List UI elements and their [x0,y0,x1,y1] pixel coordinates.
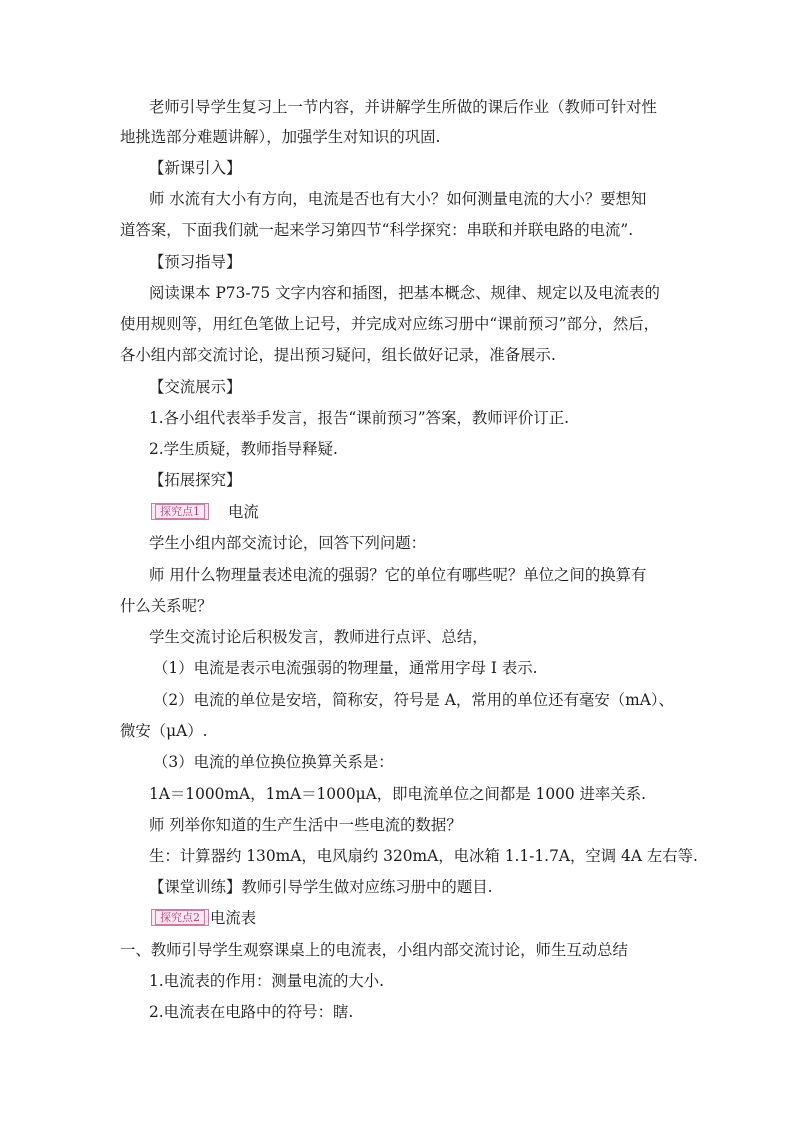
list-item-exchange-1: 1.各小组代表举手发言，报告“课前预习”答案，教师评价订正. [149,409,570,427]
explore-point-badge-1 [151,503,209,520]
section-title-current: 电流 [228,503,259,521]
list-item-point-2b: 微安（μA）. [120,722,208,740]
explore-point-badge-2 [151,909,209,926]
paragraph-preview-3: 各小组内部交流讨论，提出预习疑问，组长做好记录，准备展示. [120,346,556,364]
list-item-point-2a: （2）电流的单位是安培，简称安，符号是 A，常用的单位还有毫安（mA）、 [153,691,674,709]
list-item-point-1: （1）电流是表示电流强弱的物理量，通常用字母 I 表示. [153,659,538,677]
list-item-point-3: （3）电流的单位换位换算关系是： [153,753,394,771]
heading-class-training: 【课堂训练】教师引导学生做对应练习册中的题目. [149,878,493,896]
paragraph-intro-1: 师 水流有大小有方向，电流是否也有大小？如何测量电流的大小？要想知 [149,190,647,208]
badge-label: 探究点2 [155,910,205,925]
heading-exchange: 【交流展示】 [149,378,242,396]
list-item-ammeter-2: 2.电流表在电路中的符号：瞎. [149,1003,354,1021]
paragraph-question-1: 师 用什么物理量表述电流的强弱？它的单位有哪些呢？单位之间的换算有 [149,566,647,584]
heading-explore: 【拓展探究】 [149,471,242,489]
list-item-exchange-2: 2.学生质疑，教师指导释疑. [149,440,338,458]
paragraph-summary: 学生交流讨论后积极发言，教师进行点评、总结， [149,628,488,646]
paragraph-discussion: 学生小组内部交流讨论，回答下列问题： [149,534,427,552]
paragraph-conversion: 1A＝1000mA，1mA＝1000μA，即电流单位之间都是 1000 进率关系. [149,785,647,803]
paragraph-question-2: 什么关系呢？ [120,597,213,615]
heading-preview: 【预习指导】 [149,253,242,271]
paragraph-student-answer: 生：计算器约 130mA，电风扇约 320mA，电冰箱 1.1-1.7A，空调 4A 左右等. [149,847,698,865]
paragraph-ammeter-intro: 一、教师引导学生观察课桌上的电流表，小组内部交流讨论，师生互动总结 [120,941,628,959]
section-title-ammeter: 电流表 [210,909,257,927]
paragraph-review-1: 老师引导学生复习上一节内容，并讲解学生所做的课后作业（教师可针对性 [149,98,657,116]
heading-new-lesson: 【新课引入】 [149,159,242,177]
paragraph-preview-1: 阅读课本 P73-75 文字内容和插图，把基本概念、规律、规定以及电流表的 [149,284,660,302]
paragraph-teacher-question: 师 列举你知道的生产生活中一些电流的数据？ [149,816,462,834]
paragraph-preview-2: 使用规则等，用红色笔做上记号，并完成对应练习册中“课前预习”部分，然后， [120,315,660,333]
paragraph-intro-2: 道答案，下面我们就一起来学习第四节“科学探究：串联和并联电路的电流”. [120,221,634,239]
list-item-ammeter-1: 1.电流表的作用：测量电流的大小. [149,972,385,990]
paragraph-review-2: 地挑选部分难题讲解），加强学生对知识的巩固. [120,128,441,146]
badge-label: 探究点1 [155,504,205,519]
